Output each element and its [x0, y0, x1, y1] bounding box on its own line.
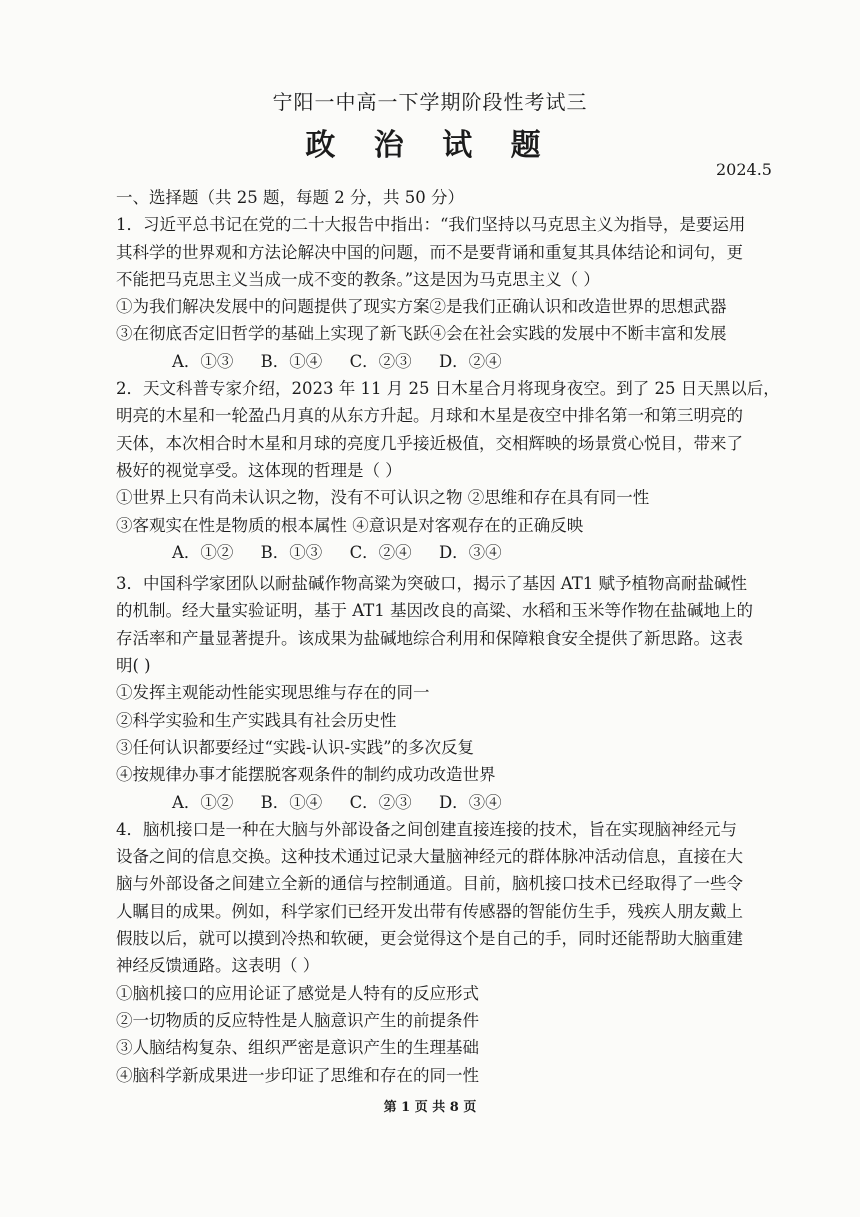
choice-a: A．①③	[172, 351, 234, 371]
question-stem-line: 天体，本次相合时木星和月球的亮度几乎接近极值，交相辉映的场景赏心悦目，带来了	[116, 433, 743, 453]
question-stem-line: 的机制。经大量实验证明，基于 AT1 基因改良的高粱、水稻和玉米等作物在盐碱地上的	[116, 601, 754, 621]
question-stem-line: 假肢以后，就可以摸到冷热和软硬，更会觉得这个是自己的手，同时还能帮助大脑重建	[116, 929, 743, 949]
question-stem-line: 3．中国科学家团队以耐盐碱作物高粱为突破口，揭示了基因 AT1 赋予植物高耐盐碱性	[116, 574, 748, 594]
question-stem-line: 不能把马克思主义当成一成不变的教条。”这是因为马克思主义（ ）	[116, 269, 600, 289]
choice-a: A．①②	[172, 542, 234, 562]
statement-option: ②一切物质的反应特性是人脑意识产生的前提条件	[116, 1010, 479, 1030]
statement-option: ①为我们解决发展中的问题提供了现实方案②是我们正确认识和改造世界的思想武器	[116, 297, 727, 317]
question-stem-line: 4．脑机接口是一种在大脑与外部设备之间创建直接连接的技术，旨在实现脑神经元与	[116, 819, 737, 839]
statement-option: ③客观实在性是物质的根本属性 ④意识是对客观存在的正确反映	[116, 515, 584, 535]
exam-date: 2024.5	[716, 160, 772, 179]
question-stem-line: 脑与外部设备之间建立全新的通信与控制通道。目前，脑机接口技术已经取得了一些令	[116, 874, 743, 894]
question-stem-line: 神经反馈通路。这表明（ ）	[116, 956, 320, 976]
question-stem-line: 1．习近平总书记在党的二十大报告中指出：“我们坚持以马克思主义为指导，是要运用	[116, 215, 746, 235]
answer-choices	[116, 348, 776, 375]
choice-c: C．②③	[349, 792, 412, 812]
question-stem-line: 人瞩目的成果。例如，科学家们已经开发出带有传感器的智能仿生手，残疾人朋友戴上	[116, 901, 743, 921]
choice-d: D．③④	[438, 542, 502, 562]
question-stem-line: 2．天文科普专家介绍，2023 年 11 月 25 日木星合月将现身夜空。到了 25 日天黑以后，	[116, 379, 780, 399]
school-title: 宁阳一中高一下学期阶段性考试三	[272, 90, 588, 114]
choice-d: D．②④	[438, 351, 502, 371]
statement-option: ④脑科学新成果进一步印证了思维和存在的同一性	[116, 1065, 479, 1085]
choice-a: A．①②	[172, 792, 234, 812]
answer-choices	[116, 789, 776, 816]
statement-option: ①发挥主观能动性能实现思维与存在的同一	[116, 683, 430, 703]
question-1	[116, 211, 776, 375]
choice-c: C．②③	[349, 351, 412, 371]
statement-option: ②科学实验和生产实践具有社会历史性	[116, 710, 397, 730]
choice-c: C．②④	[349, 542, 412, 562]
question-stem-line: 极好的视觉享受。这体现的哲理是（ ）	[116, 460, 402, 480]
statement-option: ①世界上只有尚未认识之物，没有不可认识之物 ②思维和存在具有同一性	[116, 488, 650, 508]
statement-option: ③人脑结构复杂、组织严密是意识产生的生理基础	[116, 1038, 479, 1058]
question-stem-line: 其科学的世界观和方法论解决中国的问题，而不是要背诵和重复其具体结论和词句，更	[116, 242, 743, 262]
choice-b: B．①③	[260, 542, 323, 562]
question-4	[116, 816, 776, 1089]
choice-d: D．③④	[438, 792, 502, 812]
statement-option: ④按规律办事才能摆脱客观条件的制约成功改造世界	[116, 765, 496, 785]
question-stem-line: 存活率和产量显著提升。该成果为盐碱地综合利用和保障粮食安全提供了新思路。这表	[116, 628, 743, 648]
statement-option: ①脑机接口的应用论证了感觉是人特有的反应形式	[116, 983, 479, 1003]
question-stem-line: 明( )	[116, 656, 151, 676]
subject-title: 政 治 试 题	[305, 128, 555, 163]
statement-option: ③任何认识都要经过“实践-认识-实践”的多次反复	[116, 737, 475, 757]
answer-choices	[116, 539, 776, 566]
question-content	[116, 184, 780, 1089]
question-stem-line: 明亮的木星和一轮盈凸月真的从东方升起。月球和木星是夜空中排名第一和第三明亮的	[116, 406, 743, 426]
question-3	[116, 570, 776, 816]
statement-option: ③在彻底否定旧哲学的基础上实现了新飞跃④会在社会实践的发展中不断丰富和发展	[116, 324, 727, 344]
section-title: 一、选择题（共 25 题，每题 2 分，共 50 分）	[116, 188, 464, 207]
question-2	[116, 375, 780, 566]
question-stem-line: 设备之间的信息交换。这种技术通过记录大量脑神经元的群体脉冲活动信息，直接在大	[116, 847, 743, 867]
choice-b: B．①④	[260, 351, 323, 371]
choice-b: B．①④	[260, 792, 323, 812]
page-number: 第 1 页 共 8 页	[383, 1100, 477, 1115]
